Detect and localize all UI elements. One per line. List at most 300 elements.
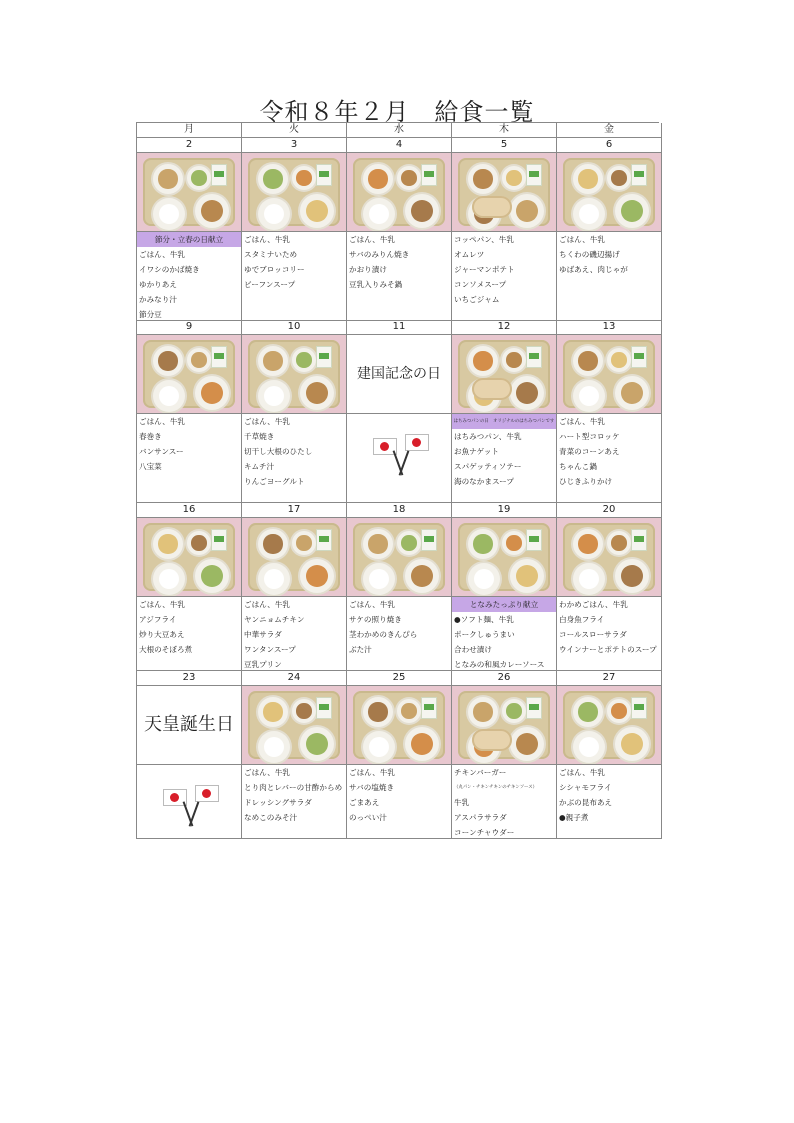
menu-item: 白身魚フライ — [559, 615, 605, 624]
food — [474, 569, 494, 589]
special-menu-banner: はちみつパンの日 オリジナルのはちみつパンです — [452, 414, 556, 429]
menu-item: ジャーマンポテト — [454, 265, 515, 274]
dish — [300, 559, 334, 593]
tray — [143, 340, 235, 408]
flag-sun — [380, 442, 389, 451]
day-cell — [137, 138, 242, 321]
dish — [607, 699, 631, 723]
menu-item: かおり漬け — [349, 265, 387, 274]
menu-item: （丸パン・チキンチキンのチキンソース） — [454, 785, 538, 790]
day-number: 4 — [347, 138, 451, 153]
food — [306, 382, 328, 404]
menu-item: りんごヨーグルト — [244, 477, 305, 486]
food — [473, 534, 492, 553]
meal-photo — [557, 335, 661, 414]
day-number: 13 — [557, 320, 661, 335]
day-cell — [557, 503, 662, 671]
dish — [363, 529, 393, 559]
dish — [607, 531, 631, 555]
menu-list — [452, 597, 556, 671]
dish — [153, 198, 185, 230]
food — [191, 535, 206, 550]
dish — [300, 727, 334, 761]
dish — [573, 164, 603, 194]
food — [264, 204, 284, 224]
tray — [353, 523, 445, 591]
dish — [363, 731, 395, 763]
milk-carton — [316, 346, 332, 368]
dish — [153, 380, 185, 412]
day-cell — [242, 138, 347, 321]
menu-item: ちゃんこ鍋 — [559, 462, 597, 471]
dish — [363, 563, 395, 595]
day-number: 26 — [452, 671, 556, 686]
special-menu-banner: となみたっぷり献立 — [452, 597, 556, 612]
weekday-header: 火 — [242, 123, 347, 138]
dish — [405, 194, 439, 228]
dish — [258, 529, 288, 559]
menu-item: 合わせ漬け — [454, 645, 492, 654]
day-cell — [347, 320, 452, 503]
day-cell — [452, 503, 557, 671]
menu-list — [557, 414, 661, 489]
menu-item: ちくわの磯辺揚げ — [559, 250, 620, 259]
menu-item: ごはん、牛乳 — [244, 417, 291, 426]
menu-item: バンサンスー — [139, 447, 184, 456]
day-number: 5 — [452, 138, 556, 153]
dish — [468, 346, 498, 376]
day-cell — [242, 671, 347, 839]
food — [264, 737, 284, 757]
day-cell — [452, 671, 557, 839]
day-number: 20 — [557, 503, 661, 518]
food — [578, 534, 597, 553]
bread-roll — [472, 196, 512, 218]
meal-photo — [452, 335, 556, 414]
food — [621, 200, 643, 222]
page-title: 令和８年２月 給食一覧 — [259, 98, 535, 126]
day-cell — [557, 320, 662, 503]
menu-item: ●ソフト麺、牛乳 — [454, 615, 514, 624]
menu-list — [347, 765, 451, 825]
food — [401, 703, 416, 718]
food — [369, 569, 389, 589]
dish — [258, 563, 290, 595]
dish — [153, 563, 185, 595]
menu-item: コンソメスープ — [454, 280, 507, 289]
dish — [153, 346, 183, 376]
dish — [573, 529, 603, 559]
food — [621, 382, 643, 404]
weekday-header: 水 — [347, 123, 452, 138]
dish — [187, 348, 211, 372]
menu-item: イワシのかば焼き — [139, 265, 200, 274]
menu-item: ドレッシングサラダ — [244, 798, 312, 807]
menu-list — [452, 414, 556, 489]
menu-item: ごはん、牛乳 — [349, 600, 396, 609]
day-cell — [137, 320, 242, 503]
dish — [573, 198, 605, 230]
bread-roll — [472, 729, 512, 751]
food — [263, 351, 282, 370]
flag-sun — [412, 438, 421, 447]
dish — [502, 531, 526, 555]
dish — [195, 194, 229, 228]
food — [263, 169, 282, 188]
day-number: 6 — [557, 138, 661, 153]
dish — [573, 563, 605, 595]
dish — [607, 166, 631, 190]
dish — [292, 348, 316, 372]
menu-item: ぶた汁 — [349, 645, 372, 654]
food — [369, 737, 389, 757]
menu-list — [242, 597, 346, 671]
day-number: 27 — [557, 671, 661, 686]
day-cell — [137, 671, 242, 839]
food — [411, 733, 433, 755]
food — [201, 200, 223, 222]
food — [411, 565, 433, 587]
food — [263, 702, 282, 721]
menu-item: ゆでブロッコリー — [244, 265, 305, 274]
dish — [292, 699, 316, 723]
meal-photo — [137, 335, 241, 414]
food — [579, 386, 599, 406]
food — [296, 535, 311, 550]
dish — [468, 164, 498, 194]
day-number: 23 — [137, 671, 241, 686]
menu-item: のっぺい汁 — [349, 813, 387, 822]
menu-item: となみの和風カレーソース — [454, 660, 545, 669]
tray — [458, 523, 550, 591]
dish — [405, 727, 439, 761]
menu-item: ゆばあえ、肉じゃが — [559, 265, 628, 274]
dish — [607, 348, 631, 372]
day-number: 10 — [242, 320, 346, 335]
menu-item: ごはん、牛乳 — [244, 768, 291, 777]
menu-list — [452, 765, 556, 839]
food — [516, 200, 538, 222]
tray — [248, 691, 340, 759]
day-cell — [242, 320, 347, 503]
meal-photo — [242, 153, 346, 232]
menu-item: とり肉とレバーの甘酢からめ — [244, 783, 343, 792]
menu-list — [242, 414, 346, 489]
tray — [458, 158, 550, 226]
food — [264, 386, 284, 406]
tray — [248, 158, 340, 226]
menu-item: ごはん、牛乳 — [349, 235, 396, 244]
meal-photo — [242, 335, 346, 414]
day-number: 25 — [347, 671, 451, 686]
day-number: 11 — [347, 320, 451, 335]
milk-carton — [526, 346, 542, 368]
food — [158, 169, 177, 188]
dish — [397, 699, 421, 723]
milk-carton — [526, 529, 542, 551]
dish — [300, 376, 334, 410]
menu-item: 節分豆 — [139, 310, 162, 319]
milk-carton — [631, 346, 647, 368]
milk-carton — [526, 164, 542, 186]
dish — [258, 346, 288, 376]
food — [264, 569, 284, 589]
special-menu-banner: 節分・立春の日献立 — [137, 232, 241, 247]
dish — [405, 559, 439, 593]
menu-item: 炒り大豆あえ — [139, 630, 185, 639]
dish — [510, 376, 544, 410]
flag-sun — [170, 793, 179, 802]
menu-item: お魚ナゲット — [454, 447, 499, 456]
menu-item: コールスローサラダ — [559, 630, 627, 639]
menu-item: サバのみりん焼き — [349, 250, 410, 259]
milk-carton — [421, 697, 437, 719]
food — [296, 170, 311, 185]
tray — [563, 523, 655, 591]
dish — [468, 529, 498, 559]
menu-item: ごはん、牛乳 — [244, 235, 291, 244]
japan-flags — [137, 765, 241, 839]
menu-list — [557, 765, 661, 825]
menu-item: 豆乳プリン — [244, 660, 282, 669]
milk-carton — [316, 697, 332, 719]
menu-list — [452, 232, 556, 307]
food — [579, 569, 599, 589]
menu-list — [137, 414, 241, 474]
dish — [510, 727, 544, 761]
day-cell — [452, 138, 557, 321]
flag-pole — [399, 451, 409, 476]
dish — [615, 559, 649, 593]
day-number: 18 — [347, 503, 451, 518]
food — [621, 565, 643, 587]
food — [506, 170, 521, 185]
food — [473, 169, 492, 188]
menu-item: ビーフンスープ — [244, 280, 296, 289]
menu-item: サバの塩焼き — [349, 783, 395, 792]
day-cell — [557, 138, 662, 321]
tray — [458, 340, 550, 408]
meal-photo — [347, 686, 451, 765]
menu-item: ポークしゅうまい — [454, 630, 515, 639]
menu-item: ワンタンスープ — [244, 645, 296, 654]
dish — [292, 166, 316, 190]
menu-item: コッペパン、牛乳 — [454, 235, 514, 244]
dish — [615, 376, 649, 410]
food — [506, 535, 521, 550]
tray — [563, 691, 655, 759]
japan-flag-icon — [195, 785, 219, 802]
menu-list — [137, 232, 241, 321]
dish — [258, 731, 290, 763]
day-number: 2 — [137, 138, 241, 153]
milk-carton — [526, 697, 542, 719]
japan-flags — [347, 414, 451, 500]
food — [296, 703, 311, 718]
food — [306, 200, 328, 222]
day-cell — [137, 503, 242, 671]
food — [578, 351, 597, 370]
dish — [573, 346, 603, 376]
tray — [563, 158, 655, 226]
dish — [258, 697, 288, 727]
meal-photo — [347, 518, 451, 597]
food — [201, 382, 223, 404]
menu-item: ごはん、牛乳 — [559, 235, 606, 244]
menu-item: 豆乳入りみそ鍋 — [349, 280, 403, 289]
meal-photo — [137, 153, 241, 232]
meal-photo — [242, 518, 346, 597]
menu-item: スタミナいため — [244, 250, 298, 259]
milk-carton — [421, 164, 437, 186]
food — [516, 565, 538, 587]
dish — [187, 166, 211, 190]
food — [578, 169, 597, 188]
tray — [353, 691, 445, 759]
food — [506, 703, 521, 718]
menu-item: 切干し大根のひたし — [244, 447, 313, 456]
weekday-header: 木 — [452, 123, 557, 138]
food — [191, 170, 206, 185]
day-cell — [242, 503, 347, 671]
day-cell — [347, 671, 452, 839]
food — [158, 534, 177, 553]
food — [401, 170, 416, 185]
weekday-header: 月 — [137, 123, 242, 138]
tray — [353, 158, 445, 226]
dish — [615, 727, 649, 761]
dish — [300, 194, 334, 228]
milk-carton — [316, 529, 332, 551]
milk-carton — [421, 529, 437, 551]
menu-item: ごはん、牛乳 — [349, 768, 396, 777]
menu-item: ハート型コロッケ — [559, 432, 620, 441]
day-number: 19 — [452, 503, 556, 518]
menu-item: 茎わかめのきんぴら — [349, 630, 418, 639]
food — [158, 351, 177, 370]
menu-item: シシャモフライ — [559, 783, 612, 792]
food — [473, 351, 492, 370]
dish — [615, 194, 649, 228]
food — [368, 534, 387, 553]
dish — [363, 697, 393, 727]
menu-item: 大根のそぼろ煮 — [139, 645, 193, 654]
food — [159, 204, 179, 224]
day-number: 17 — [242, 503, 346, 518]
dish — [510, 194, 544, 228]
menu-item: チキンバーガー — [454, 768, 507, 777]
food — [611, 170, 626, 185]
dish — [258, 164, 288, 194]
menu-item: なめこのみそ汁 — [244, 813, 298, 822]
dish — [258, 198, 290, 230]
menu-item: ごまあえ — [349, 798, 380, 807]
meal-photo — [347, 153, 451, 232]
day-cell — [347, 503, 452, 671]
menu-item: かみなり汁 — [139, 295, 177, 304]
menu-item: ごはん、牛乳 — [139, 600, 186, 609]
menu-item: ごはん、牛乳 — [244, 600, 291, 609]
day-number: 24 — [242, 671, 346, 686]
menu-item: ごはん、牛乳 — [559, 768, 606, 777]
dish — [363, 164, 393, 194]
dish — [573, 380, 605, 412]
dish — [363, 198, 395, 230]
menu-item: 青菜のコーンあえ — [559, 447, 620, 456]
dish — [187, 531, 211, 555]
tray — [248, 523, 340, 591]
dish — [153, 164, 183, 194]
menu-item: サケの照り焼き — [349, 615, 402, 624]
menu-item: ヤンニョムチキン — [244, 615, 305, 624]
day-number: 12 — [452, 320, 556, 335]
food — [306, 565, 328, 587]
dish — [195, 559, 229, 593]
dish — [502, 348, 526, 372]
food — [159, 386, 179, 406]
food — [516, 382, 538, 404]
menu-item: ゆかりあえ — [139, 280, 177, 289]
menu-item: ●親子煮 — [559, 813, 589, 822]
food — [516, 733, 538, 755]
flag-pole — [189, 802, 199, 827]
meal-photo — [557, 153, 661, 232]
menu-item: スパゲッティソテー — [454, 462, 522, 471]
milk-carton — [211, 164, 227, 186]
food — [159, 569, 179, 589]
tray — [143, 158, 235, 226]
dish — [468, 563, 500, 595]
meal-photo — [452, 153, 556, 232]
menu-item: オムレツ — [454, 250, 485, 259]
menu-list — [242, 765, 346, 825]
weekday-header: 金 — [557, 123, 662, 138]
food — [263, 534, 282, 553]
food — [473, 702, 492, 721]
food — [201, 565, 223, 587]
menu-list — [557, 597, 661, 657]
menu-item: ウインナーとポテトのスープ — [559, 645, 657, 654]
menu-list — [347, 597, 451, 657]
dish — [573, 731, 605, 763]
dish — [292, 531, 316, 555]
menu-item: 中華サラダ — [244, 630, 282, 639]
dish — [468, 697, 498, 727]
day-cell — [347, 138, 452, 321]
food — [368, 702, 387, 721]
meal-photo — [137, 518, 241, 597]
day-cell — [557, 671, 662, 839]
dish — [153, 529, 183, 559]
food — [401, 535, 416, 550]
bread-roll — [472, 378, 512, 400]
menu-list — [242, 232, 346, 292]
menu-item: 春巻き — [139, 432, 162, 441]
menu-item: アジフライ — [139, 615, 177, 624]
menu-item: ひじきふりかけ — [559, 477, 613, 486]
dish — [502, 166, 526, 190]
tray — [563, 340, 655, 408]
dish — [502, 699, 526, 723]
flag-sun — [202, 789, 211, 798]
food — [368, 169, 387, 188]
meal-photo — [557, 686, 661, 765]
food — [306, 733, 328, 755]
menu-calendar — [136, 122, 659, 839]
dish — [195, 376, 229, 410]
milk-carton — [211, 529, 227, 551]
day-number: 9 — [137, 320, 241, 335]
